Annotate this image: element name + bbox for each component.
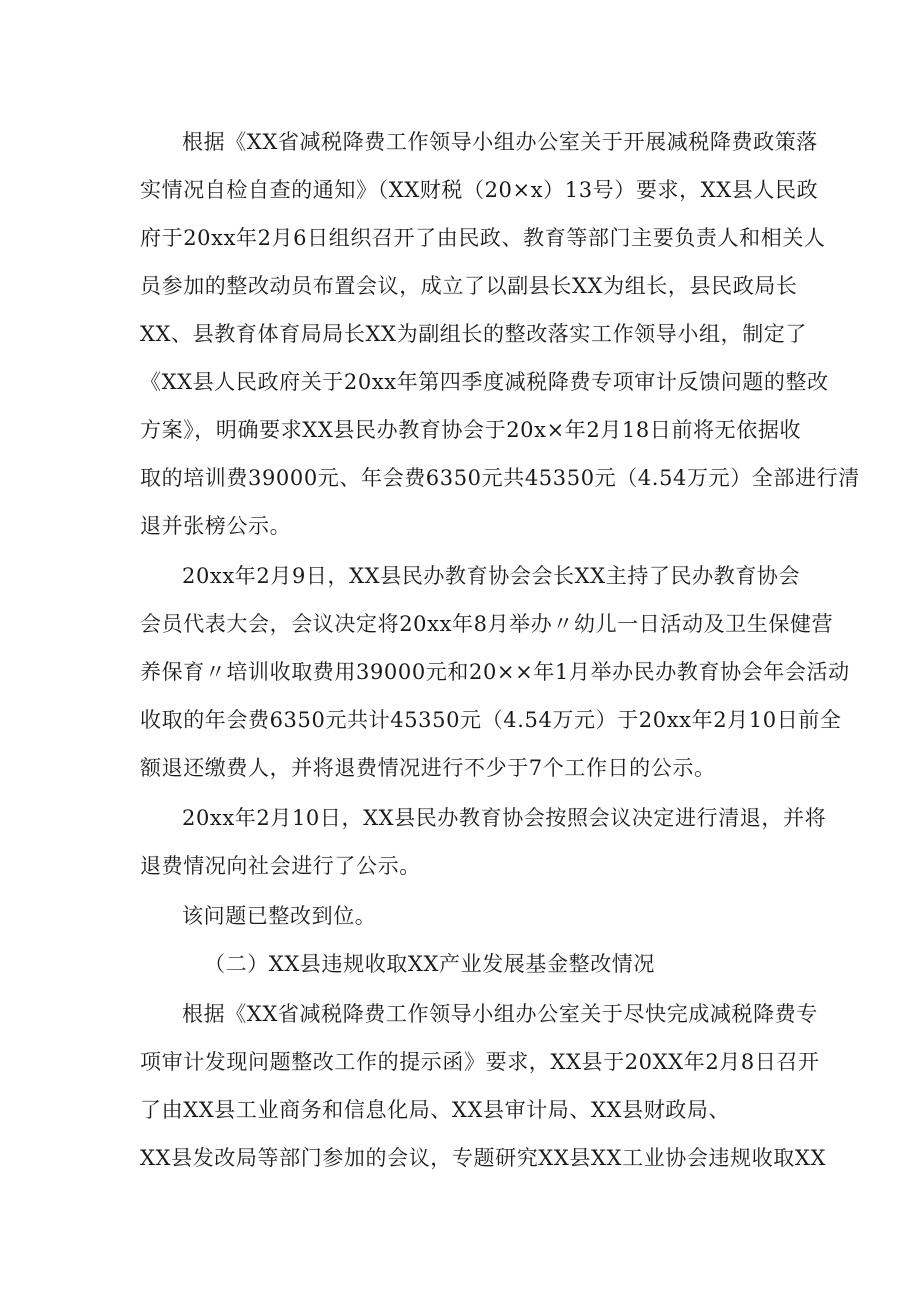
paragraph-1-line-6: 《XX县人民政府关于20xx年第四季度减税降费专项审计反馈问题的整改 bbox=[140, 370, 829, 394]
paragraph-5-line-4: XX县发改局等部门参加的会议，专题研究XX县XX工业协会违规收取XX bbox=[140, 1146, 826, 1170]
paragraph-5-line-1: 根据《XX省减税降费工作领导小组办公室关于尽快完成减税降费专 bbox=[182, 1002, 818, 1026]
paragraph-1-line-3: 府于20xx年2月6日组织召开了由民政、教育等部门主要负责人和相关人 bbox=[140, 226, 826, 250]
paragraph-1-line-8: 取的培训费39000元、年会费6350元共45350元（4.54万元）全部进行清 bbox=[140, 466, 860, 490]
paragraph-5-line-2: 项审计发现问题整改工作的提示函》要求，XX县于20XX年2月8日召开 bbox=[140, 1050, 820, 1074]
paragraph-1-line-5: XX、县教育体育局局长XX为副组长的整改落实工作领导小组，制定了 bbox=[140, 322, 807, 346]
paragraph-1-line-9: 退并张榜公示。 bbox=[140, 514, 292, 538]
paragraph-3-line-1: 20xx年2月10日，XX县民办教育协会按照会议决定进行清退，并将 bbox=[182, 806, 827, 830]
paragraph-2-line-3: 养保育〃培训收取费用39000元和20××年1月举办民办教育协会年会活动 bbox=[140, 660, 850, 684]
paragraph-1-line-7: 方案》，明确要求XX县民办教育协会于20x×年2月18日前将无依据收 bbox=[140, 418, 802, 442]
paragraph-2-line-1: 20xx年2月9日，XX县民办教育协会会长XX主持了民办教育协会 bbox=[182, 564, 801, 588]
paragraph-2-line-4: 收取的年会费6350元共计45350元（4.54万元）于20xx年2月10日前全 bbox=[140, 708, 842, 732]
paragraph-4-line-1: 该问题已整改到位。 bbox=[182, 904, 377, 928]
paragraph-2-line-2: 会员代表大会，会议决定将20xx年8月举办〃幼儿一日活动及卫生保健营 bbox=[140, 612, 834, 636]
paragraph-5-line-3: 了由XX县工业商务和信息化局、XX县审计局、XX县财政局、 bbox=[140, 1098, 731, 1122]
section-heading: （二）XX县违规收取XX产业发展基金整改情况 bbox=[204, 952, 655, 976]
paragraph-1-line-1: 根据《XX省减税降费工作领导小组办公室关于开展减税降费政策落 bbox=[182, 130, 818, 154]
paragraph-3-line-2: 退费情况向社会进行了公示。 bbox=[140, 854, 421, 878]
paragraph-2-line-5: 额退还缴费人，并将退费情况进行不少于7个工作日的公示。 bbox=[140, 756, 716, 780]
paragraph-1-line-4: 员参加的整改动员布置会议，成立了以副县长XX为组长，县民政局长 bbox=[140, 274, 798, 298]
paragraph-1-line-2: 实情况自检自查的通知》（XX财税（20×x）13号）要求，XX县人民政 bbox=[140, 178, 819, 202]
